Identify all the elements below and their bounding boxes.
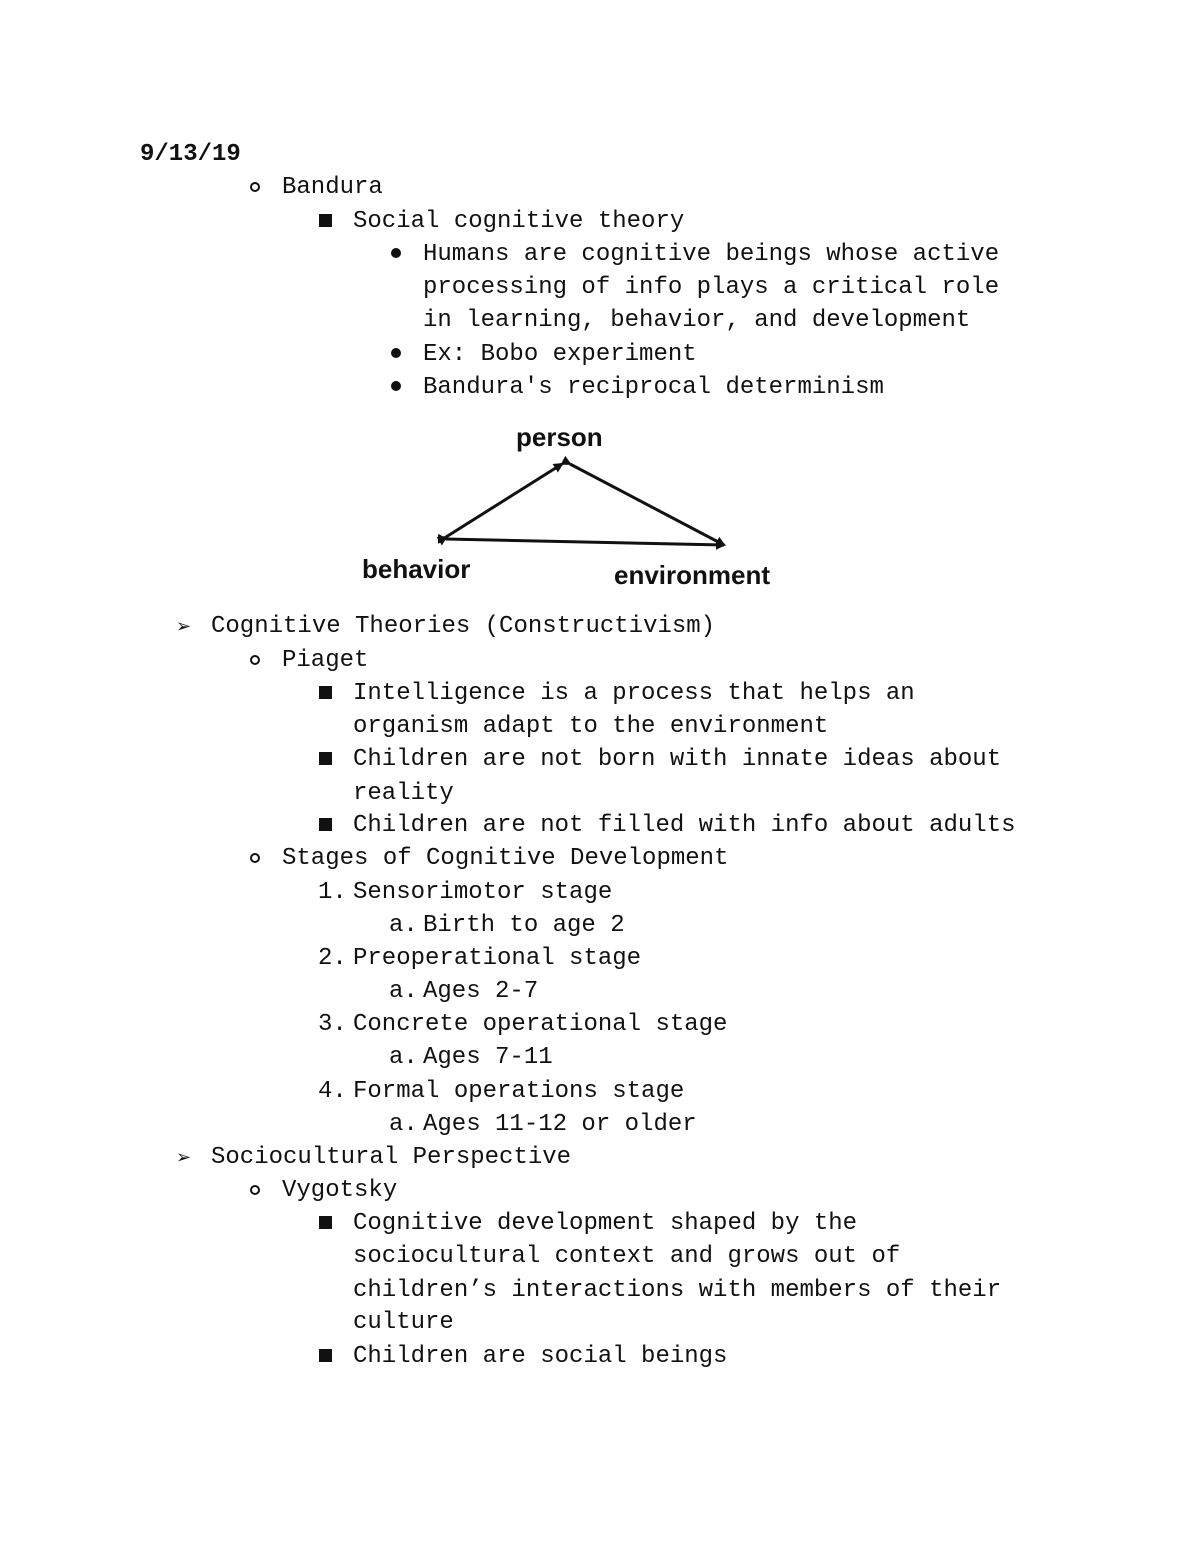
arrowhead-bullet-icon: ➢	[176, 1147, 192, 1168]
square-bullet-icon	[319, 686, 332, 699]
vygotsky-heading: Vygotsky	[282, 1177, 398, 1204]
piaget-point-line: Children are not filled with info about adults	[353, 812, 1016, 839]
page-date: 9/13/19	[140, 141, 241, 168]
arrow-behavior-environment	[446, 539, 724, 545]
stage-sub-letter: a.	[389, 978, 418, 1005]
bandura-point-line: Humans are cognitive beings whose active	[423, 241, 1000, 268]
arrow-person-environment	[570, 464, 724, 545]
stage-sub-letter: a.	[389, 1111, 418, 1138]
bandura-point-line: processing of info plays a critical role	[423, 274, 1000, 301]
vygotsky-point-line: children’s interactions with members of their	[353, 1277, 1002, 1304]
stage-number: 2.	[318, 945, 347, 972]
circle-bullet-icon	[250, 182, 260, 192]
sociocultural-heading: Sociocultural Perspective	[211, 1144, 572, 1171]
square-bullet-icon	[319, 1216, 332, 1229]
reciprocal-determinism-diagram	[340, 415, 810, 600]
piaget-point-line: organism adapt to the environment	[353, 713, 829, 740]
piaget-point-line: Children are not born with innate ideas about	[353, 746, 1002, 773]
arrowhead-bullet-icon: ➢	[176, 616, 192, 637]
piaget-point-line: reality	[353, 780, 454, 807]
stage-name: Formal operations stage	[353, 1078, 685, 1105]
stage-age: Birth to age 2	[423, 912, 625, 939]
cognitive-heading: Cognitive Theories (Constructivism)	[211, 613, 716, 640]
stages-heading: Stages of Cognitive Development	[282, 845, 729, 872]
diagram-label-environment: environment	[614, 560, 771, 590]
square-bullet-icon	[319, 818, 332, 831]
diagram-label-person: person	[516, 422, 603, 452]
stage-name: Concrete operational stage	[353, 1011, 728, 1038]
stage-age: Ages 7-11	[423, 1044, 553, 1071]
stage-sub-letter: a.	[389, 1044, 418, 1071]
stage-age: Ages 11-12 or older	[423, 1111, 697, 1138]
circle-bullet-icon	[250, 655, 260, 665]
stage-name: Sensorimotor stage	[353, 879, 613, 906]
stage-age: Ages 2-7	[423, 978, 539, 1005]
bandura-heading: Bandura	[282, 174, 383, 201]
stage-number: 1.	[318, 879, 347, 906]
arrow-behavior-person	[446, 464, 562, 537]
bandura-point-line: in learning, behavior, and development	[423, 307, 971, 334]
circle-bullet-icon	[250, 1185, 260, 1195]
square-bullet-icon	[319, 752, 332, 765]
bandura-point-line: Ex: Bobo experiment	[423, 341, 697, 368]
bandura-theory: Social cognitive theory	[353, 208, 685, 235]
diagram-label-behavior: behavior	[362, 554, 471, 584]
dot-bullet-icon	[391, 381, 401, 391]
vygotsky-point-line: culture	[353, 1309, 454, 1336]
stage-sub-letter: a.	[389, 912, 418, 939]
square-bullet-icon	[319, 214, 332, 227]
bandura-point-line: Bandura's reciprocal determinism	[423, 374, 884, 401]
piaget-heading: Piaget	[282, 647, 369, 674]
stage-number: 4.	[318, 1078, 347, 1105]
vygotsky-point-line: Cognitive development shaped by the	[353, 1210, 858, 1237]
dot-bullet-icon	[391, 248, 401, 258]
square-bullet-icon	[319, 1349, 332, 1362]
circle-bullet-icon	[250, 853, 260, 863]
piaget-point-line: Intelligence is a process that helps an	[353, 680, 915, 707]
stage-name: Preoperational stage	[353, 945, 642, 972]
vygotsky-point-line: Children are social beings	[353, 1343, 728, 1370]
dot-bullet-icon	[391, 348, 401, 358]
vygotsky-point-line: sociocultural context and grows out of	[353, 1243, 901, 1270]
stage-number: 3.	[318, 1011, 347, 1038]
